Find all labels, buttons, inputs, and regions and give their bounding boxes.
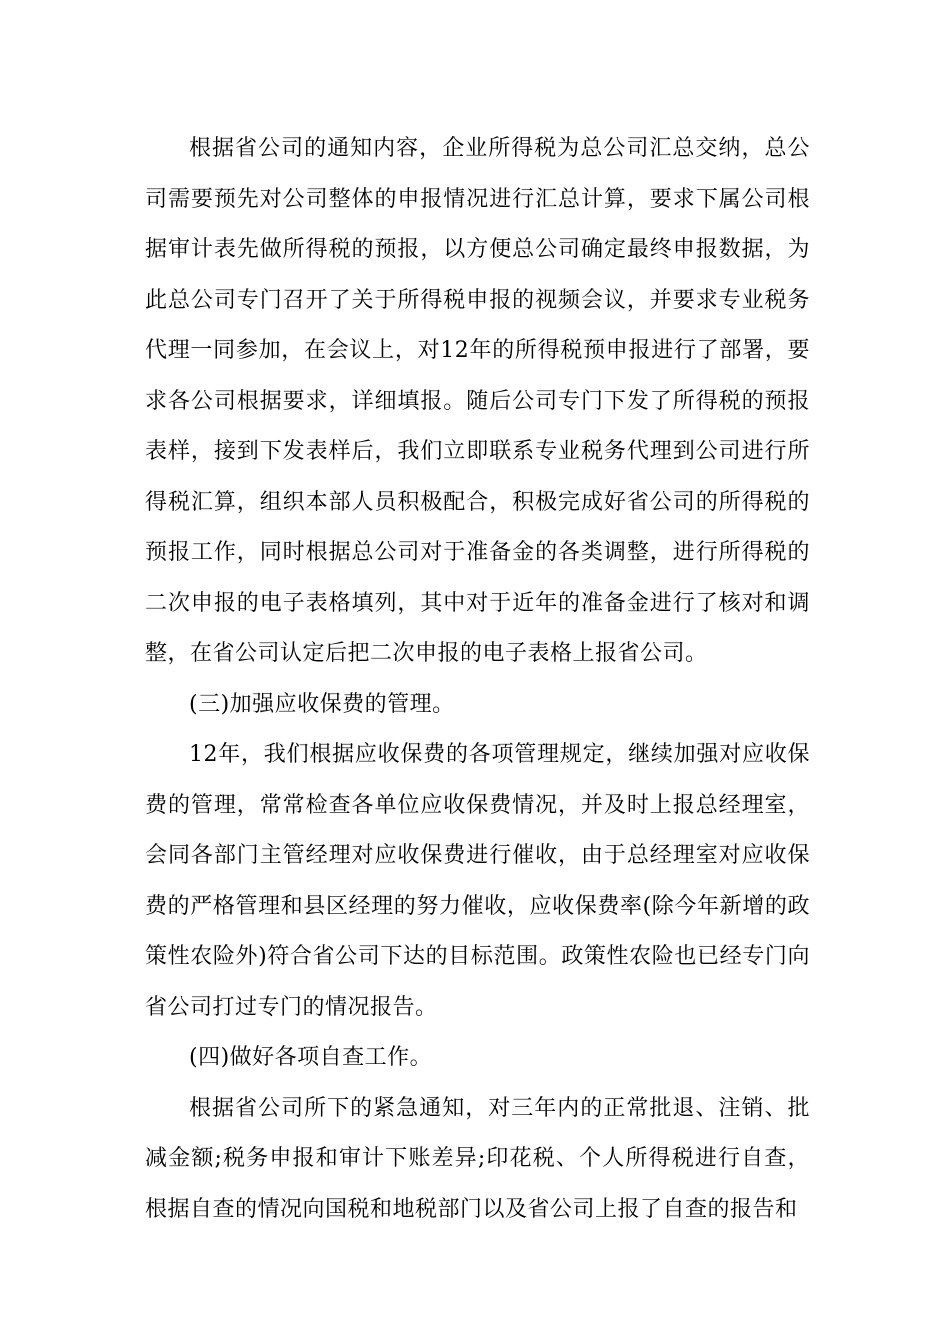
section-heading-self-inspection: (四)做好各项自查工作。 — [189, 1045, 433, 1070]
document-page — [145, 124, 810, 1235]
paragraph-income-tax: 根据省公司的通知内容，企业所得税为总公司汇总交纳，总公司需要预先对公司整体的申报情况进行汇总计算，要求下属公司根据审计表先做所得税的预报，以方便总公司确定最终申报数据，为此总公司专门召开了关于所得税申报的视频会议，并要求专业税务代理一同参加，在会议上，对12年的所得税预申报进行了部署，要求各公司根据要求，详细填报。随后公司专门下发了所得税的预报表样，接到下发表样后，我们立即联系专业税务代理到公司进行所得税汇算，组织本部人员积极配合，积极完成好省公司的所得税的预报工作，同时根据总公司对于准备金的各类调整，进行所得税的二次申报的电子表格填列，其中对于近年的准备金进行了核对和调整，在省公司认定后把二次申报的电子表格上报省公司。 — [145, 136, 810, 666]
paragraph-self-inspection: 根据省公司所下的紧急通知，对三年内的正常批退、注销、批减金额;税务申报和审计下账差异;印花税、个人所得税进行自查，根据自查的情况向国税和地税部门以及省公司上报了自查的报告和 — [145, 1095, 810, 1222]
section-heading-receivables: (三)加强应收保费的管理。 — [189, 691, 455, 717]
paragraph-receivables: 12年，我们根据应收保费的各项管理规定，继续加强对应收保费的管理，常常检查各单位应收保费情况，并及时上报总经理室，会同各部门主管经理对应收保费进行催收，由于总经理室对应收保费的严格管理和县区经理的努力催收，应收保费率(除今年新增的政策性农险外)符合省公司下达的目标范围。政策性农险也已经专门向省公司打过专门的情况报告。 — [145, 742, 810, 1020]
